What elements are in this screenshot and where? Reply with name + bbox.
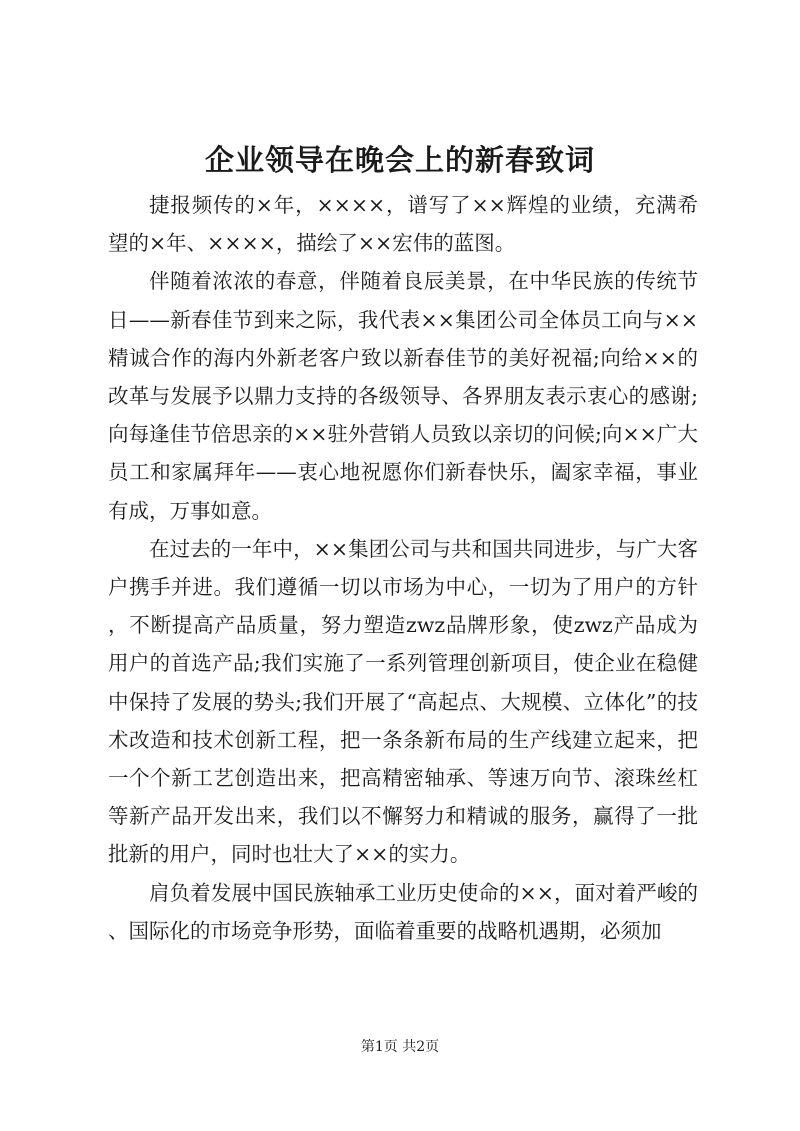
paragraph-3: 在过去的一年中，××集团公司与共和国共同进步，与广大客户携手并进。我们遵循一切以市场为中心，一切为了用户的方针，不断提高产品质量，努力塑造zwz品牌形象，使zwz产品成为用户的首选产品;我们实施了一系列管理创新项目，使企业在稳健中保持了发展的势头;我们开展了“高起点、大规模、立体化”的技术改造和技术创新工程，把一条条新布局的生产线建立起来，把一个个新工艺创造出来，把高精密轴承、等速万向节、滚珠丝杠等新产品开发出来，我们以不懈努力和精诚的服务，赢得了一批批新的用户，同时也壮大了××的实力。	[108, 536, 698, 867]
paragraph-1: 捷报频传的×年，××××，谱写了××辉煌的业绩，充满希望的×年、××××，描绘了××宏伟的蓝图。	[108, 193, 698, 256]
document-body	[108, 186, 698, 950]
page-footer: 第1页 共2页	[360, 1039, 440, 1055]
paragraph-4: 肩负着发展中国民族轴承工业历史使命的××，面对着严峻的、国际化的市场竞争形势，面临着重要的战略机遇期，必须加	[108, 880, 698, 943]
paragraph-2: 伴随着浓浓的春意，伴随着良辰美景，在中华民族的传统节日——新春佳节到来之际，我代表××集团公司全体员工向与××精诚合作的海内外新老客户致以新春佳节的美好祝福;向给××的改革与发展予以鼎力支持的各级领导、各界朋友表示衷心的感谢;向每逢佳节倍思亲的××驻外营销人员致以亲切的问候;向××广大员工和家属拜年——衷心地祝愿你们新春快乐，阖家幸福，事业有成，万事如意。	[108, 269, 698, 523]
document-title: 企业领导在晚会上的新春致词	[204, 143, 595, 177]
